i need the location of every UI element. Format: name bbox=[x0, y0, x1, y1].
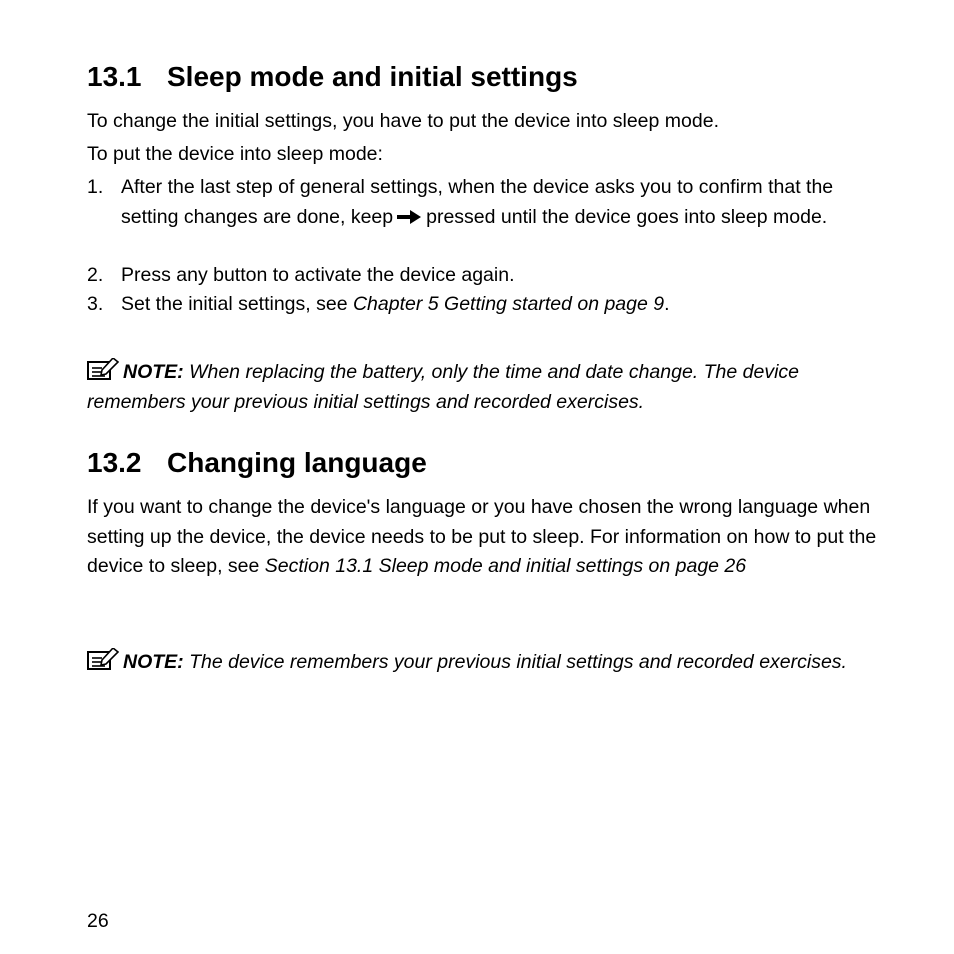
section-number: 13.1 bbox=[87, 61, 142, 92]
note-pencil-icon bbox=[87, 648, 119, 670]
arrow-right-icon bbox=[396, 210, 422, 224]
step-text-after: pressed until the device goes into sleep mode. bbox=[426, 205, 828, 228]
step-text-before: Set the initial settings, see bbox=[121, 293, 353, 315]
section-title: Sleep mode and initial settings bbox=[167, 61, 578, 92]
section-heading-13-1 bbox=[87, 60, 578, 94]
note-label: NOTE: bbox=[123, 361, 184, 383]
list-number: 1. bbox=[87, 176, 104, 198]
note-pencil-icon bbox=[87, 358, 119, 380]
cross-reference-link[interactable]: Section 13.1 Sleep mode and initial settings on page 26 bbox=[264, 555, 747, 577]
intro-paragraph: To change the initial settings, you have to put the device into sleep mode. bbox=[87, 110, 719, 132]
section-title: Changing language bbox=[167, 447, 427, 478]
list-text bbox=[121, 173, 877, 232]
note-text: The device remembers your previous initial settings and recorded exercises. bbox=[183, 651, 847, 673]
step-text-before: After the last step of general settings, when the device asks you to confirm that the setting changes are done, keep bbox=[121, 176, 834, 228]
note-box bbox=[87, 648, 877, 678]
step-text-after: . bbox=[664, 293, 670, 315]
list-text bbox=[121, 290, 877, 320]
list-number: 3. bbox=[87, 293, 104, 315]
note-box bbox=[87, 358, 877, 417]
list-text: Press any button to activate the device again. bbox=[121, 264, 515, 286]
cross-reference-link[interactable]: Chapter 5 Getting started on page 9 bbox=[352, 293, 665, 315]
note-label: NOTE: bbox=[123, 651, 184, 673]
body-paragraph bbox=[87, 493, 877, 582]
body-text: If you want to change the device's language or you have chosen the wrong language when setting up the device, the device needs to be put to sleep. For information on how to put the device to sleep, see bbox=[87, 496, 877, 577]
note-text: When replacing the battery, only the time and date change. The device remembers your previous initial settings and recorded exercises. bbox=[87, 361, 800, 413]
section-heading-13-2 bbox=[87, 446, 427, 480]
list-number: 2. bbox=[87, 264, 104, 286]
page-number: 26 bbox=[87, 910, 109, 932]
section-number: 13.2 bbox=[87, 447, 142, 478]
lead-paragraph: To put the device into sleep mode: bbox=[87, 143, 383, 165]
